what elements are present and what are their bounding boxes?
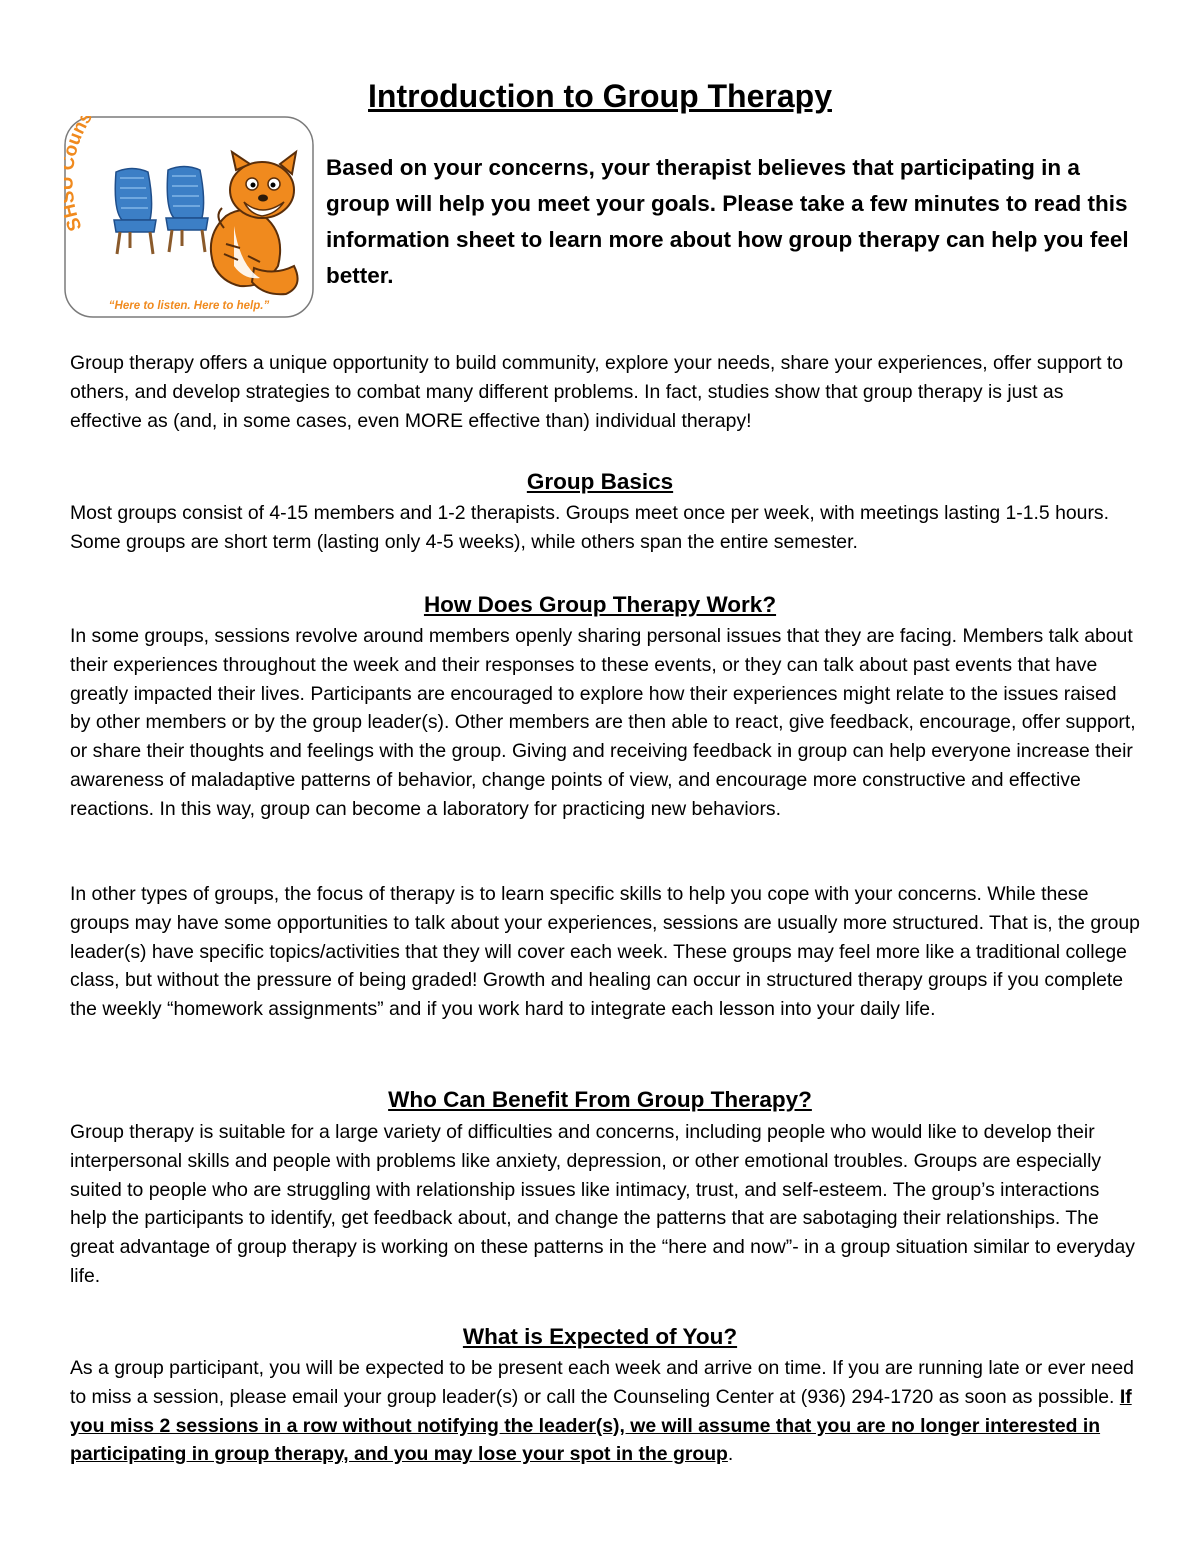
warning-period: . xyxy=(727,1443,734,1466)
logo-graphic xyxy=(64,116,314,318)
logo-arc-text: S uns xyxy=(64,116,98,234)
section-heading-expectations: What is Expected of You? xyxy=(462,1324,738,1349)
logo-tagline: “Here to listen. Here to help.” xyxy=(108,300,270,312)
overview-paragraph: Group therapy offers a unique opportunity to build community, explore your needs, share your experiences, offer support to others, and develop strategies to combat many different problems. In fact, studies show that group therapy is just as effective as (and, in some cases, even MORE effective than) individual therapy! xyxy=(70,352,1124,432)
section-heading-group-basics: Group Basics xyxy=(526,469,674,494)
counseling-center-logo xyxy=(64,116,314,318)
expectations-text: As a group participant, you will be expected to be present each week and arrive on time. If you are running late or ever need to miss a session, please email your group leader(s) or call the Counseling Center at (936) 294-1720 as soon as possible. xyxy=(70,1357,1134,1408)
section-heading-who-can-benefit: Who Can Benefit From Group Therapy? xyxy=(388,1087,812,1112)
section-heading-how-it-works: How Does Group Therapy Work? xyxy=(423,592,777,617)
absence-warning: If you miss 2 sessions in a row without notifying the leader(s), we will assume that you are no longer interested in participating in group therapy, and you may lose your spot in the group xyxy=(70,1385,1132,1466)
how-it-works-paragraph-1: In some groups, sessions revolve around members openly sharing personal issues that they are facing. Members talk about their experiences throughout the week and their responses to these events, or they can talk about past events that have greatly impacted their lives. Participants are encouraged to explore how their experiences might relate to the issues raised by other members or by the group leader(s). Other members are then able to react, give feedback, encourage, offer support, or share their thoughts and feelings with the group. Giving and receiving feedback in group can help everyone increase their awareness of maladaptive patterns of behavior, change points of view, and encourage more constructive and effective reactions. In this way, group can become a laboratory for practicing new behaviors. xyxy=(70,625,1136,820)
who-can-benefit-paragraph: Group therapy is suitable for a large variety of difficulties and concerns, including people who would like to develop their interpersonal skills and people with problems like anxiety, depression, or other emotional troubles. Groups are especially suited to people who are struggling with relationship issues like intimacy, trust, and self-esteem. The group’s interactions help the participants to identify, get feedback about, and change the patterns that are sabotaging their relationships. The great advantage of group therapy is working on these patterns in the “here and now”- in a group situation similar to everyday life. xyxy=(70,1121,1135,1287)
intro-statement: Based on your concerns, your therapist believes that participating in a group will help you meet your goals. Please take a few minutes to read this information sheet to learn more about how group therapy can help you feel better. xyxy=(326,155,1129,288)
page-title: Introduction to Group Therapy xyxy=(368,78,832,114)
expectations-paragraph xyxy=(70,1354,1140,1469)
group-basics-paragraph: Most groups consist of 4-15 members and 1-2 therapists. Groups meet once per week, with meetings lasting 1-1.5 hours. Some groups are short term (lasting only 4-5 weeks), while others span the entire semester. xyxy=(70,502,1109,553)
how-it-works-paragraph-2: In other types of groups, the focus of therapy is to learn specific skills to help you cope with your concerns. While these groups may have some opportunities to talk about your experiences, sessions are usually more structured. That is, the group leader(s) have specific topics/activities that they will cover each week. These groups may feel more like a traditional college class, but without the pressure of being graded! Growth and healing can occur in structured therapy groups if you complete the weekly “homework assignments” and if you work hard to integrate each lesson into your daily life. xyxy=(70,883,1140,1021)
